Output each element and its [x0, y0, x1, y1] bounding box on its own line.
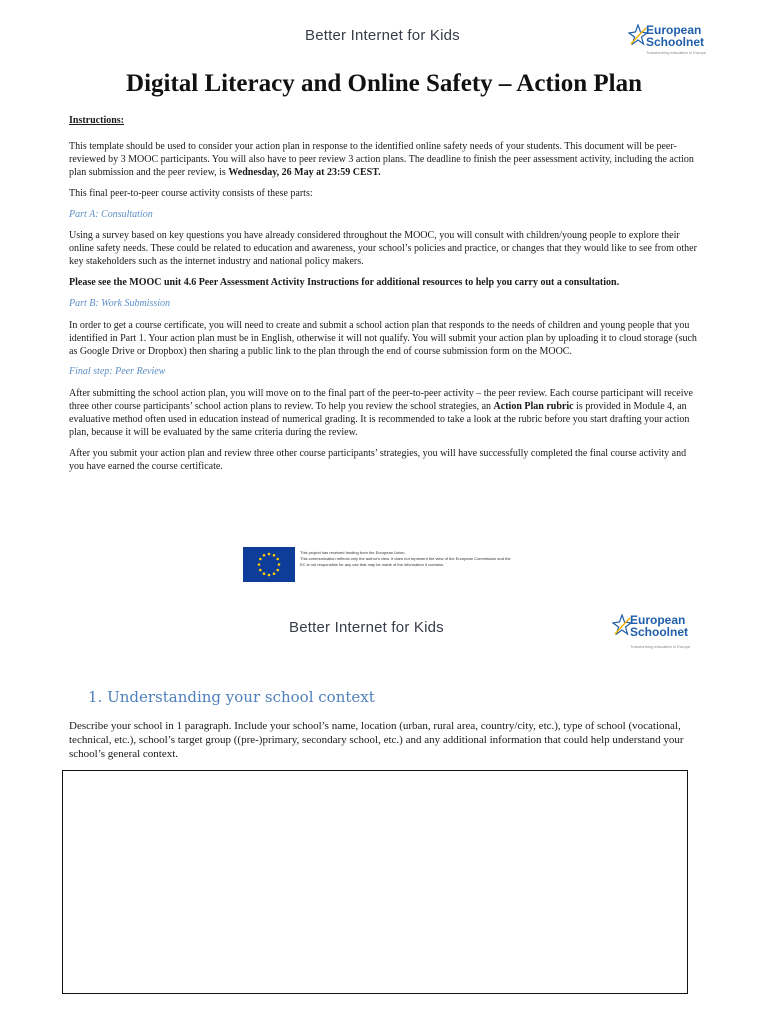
instructions-paragraph-2: This final peer-to-peer course activity consists of these parts: — [69, 188, 313, 199]
es-logo-line2: Schoolnet — [646, 35, 705, 49]
part-a-heading: Part A: Consultation — [69, 209, 153, 220]
section-1-heading: 1. Understanding your school context — [88, 688, 375, 706]
section-1-prompt: Describe your school in 1 paragraph. Include your school’s name, location (urban, rural area, country/city, etc.), type of school (vocational, technical, etc.), school’s target group ((pre-)primary, secondary school, etc.) and any additional information that could help understand your school’s general context. — [69, 720, 684, 760]
eu-notice-line2: This communication reflects only the author's view. It does not represent the view of the European Commission and the EC is not responsible for any use that may be made of the information it contains. — [300, 556, 511, 567]
eu-stars-icon — [243, 547, 295, 582]
part-a-note: Please see the MOOC unit 4.6 Peer Assessment Activity Instructions for additional resources to help you carry out a consultation. — [69, 277, 620, 288]
final-step-heading: Final step: Peer Review — [69, 366, 166, 377]
instructions-paragraph-1 — [69, 140, 699, 179]
bik-logo-text-page2: Better Internet for Kids — [289, 619, 444, 636]
es-logo-line1: European — [646, 23, 702, 37]
final-text-part1: After submitting the school action plan, you will move on to the final part of the peer-to-peer activity – the peer review. Each course participant will receive three other course participants’ school action plans to review. To help you review the school strategies, an — [69, 388, 693, 412]
es-logo-line1-page2: European — [630, 613, 686, 627]
schoolnet-star-icon-page2 — [612, 614, 632, 638]
part-b-heading: Part B: Work Submission — [69, 298, 171, 309]
school-context-answer-box[interactable] — [62, 770, 688, 994]
bik-logo — [305, 27, 460, 44]
european-schoolnet-logo-page2 — [612, 614, 722, 650]
rubric-text: Action Plan rubric — [493, 401, 574, 412]
schoolnet-star-icon — [628, 24, 648, 48]
part-b-text: In order to get a course certificate, you will need to create and submit a school action plan that responds to the needs of children and young people that you identified in Part 1. Your action plan must be in English, otherwise it will not qualify. You will submit your action plan by uploading it to cloud storage (such as Google Drive or Dropbox) then sharing a public link to the plan through the end of course submission form on the MOOC. — [69, 320, 697, 357]
es-tagline-page2: Transforming education in Europe — [630, 644, 691, 649]
closing-paragraph: After you submit your action plan and review three other course participants’ strategies, you will have successfully completed the final course activity and you have earned the course certificate. — [69, 448, 687, 472]
instructions-p1-text: This template should be used to consider your action plan in response to the identified online safety needs of your students. This document will be peer-reviewed by 3 MOOC participants. You will also have to peer review 3 action plans. The deadline to finish the peer assessment activity, including the action plan submission and the peer review, is — [69, 141, 694, 178]
eu-notice-line1: This project has received funding from the European Union. — [300, 550, 406, 555]
instructions-heading: Instructions: — [69, 115, 125, 126]
es-logo-line2-page2: Schoolnet — [630, 625, 689, 639]
eu-flag — [243, 547, 295, 582]
deadline-text: Wednesday, 26 May at 23:59 CEST. — [228, 167, 381, 178]
es-tagline: Transforming education in Europe — [646, 50, 707, 55]
part-a-text: Using a survey based on key questions you have already considered throughout the MOOC, you will consult with children/young people to explore their online safety needs. These could be related to education and awareness, your school’s policies and practice, or changes that they would like to see from other key stakeholders such as the internet industry and national policy makers. — [69, 230, 697, 267]
european-schoolnet-logo — [628, 24, 738, 56]
final-step-text — [69, 387, 699, 439]
bik-logo-text: Better Internet for Kids — [305, 27, 460, 44]
eu-funding-notice — [300, 550, 515, 568]
page-title: Digital Literacy and Online Safety – Action Plan — [126, 70, 642, 97]
final-text-part2: is provided in Module 4, an evaluative method often used in education instead of numerical grading. It is recommended to take a look at the rubric before you start drafting your action plan, because it will be evaluated by the same criteria during the review. — [69, 401, 690, 438]
bik-logo-page2 — [289, 619, 444, 636]
